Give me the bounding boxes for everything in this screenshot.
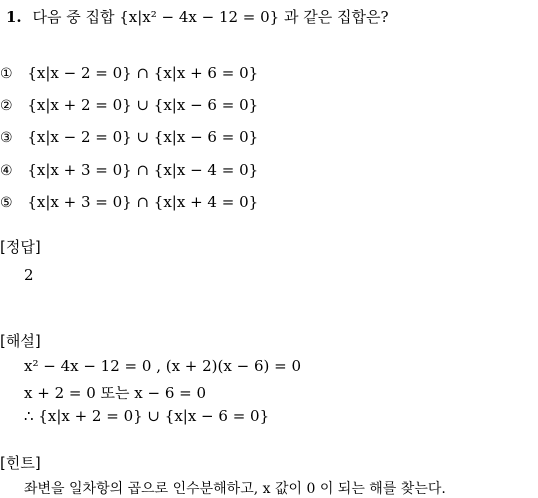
choice-2-marker: ② [0,98,13,114]
question-number: 1. [6,8,22,26]
answer-value: 2 [24,266,34,284]
choice-2[interactable] [0,96,258,114]
choice-4[interactable] [0,161,258,179]
explanation-line-3: ∴ {x|x + 2 = 0} ∪ {x|x − 6 = 0} [24,407,270,425]
choice-3-marker: ③ [0,130,13,146]
choice-3[interactable] [0,128,258,146]
choice-1-text: {x|x − 2 = 0} ∩ {x|x + 6 = 0} [27,64,259,82]
question [6,6,389,27]
choice-3-text: {x|x − 2 = 0} ∪ {x|x − 6 = 0} [27,128,259,146]
choice-4-text: {x|x + 3 = 0} ∩ {x|x − 4 = 0} [27,161,259,179]
choice-2-text: {x|x + 2 = 0} ∪ {x|x − 6 = 0} [27,96,259,114]
hint-text: 좌변을 일차항의 곱으로 인수분해하고, x 값이 0 이 되는 해를 찾는다. [24,481,446,497]
choice-1-marker: ① [0,66,13,82]
explanation-label: [해설] [0,332,41,350]
explanation-line-2: x + 2 = 0 또는 x − 6 = 0 [24,384,207,402]
hint-label: [힌트] [0,454,41,472]
choice-5-text: {x|x + 3 = 0} ∩ {x|x + 4 = 0} [27,193,259,211]
choice-5-marker: ⑤ [0,195,13,211]
question-text: 다음 중 집합 {x|x² − 4x − 12 = 0} 과 같은 집합은? [32,8,389,26]
choice-1[interactable] [0,64,258,82]
explanation-line-1: x² − 4x − 12 = 0 , (x + 2)(x − 6) = 0 [24,357,301,375]
choice-5[interactable] [0,193,258,211]
choice-4-marker: ④ [0,163,13,179]
answer-label: [정답] [0,238,41,256]
